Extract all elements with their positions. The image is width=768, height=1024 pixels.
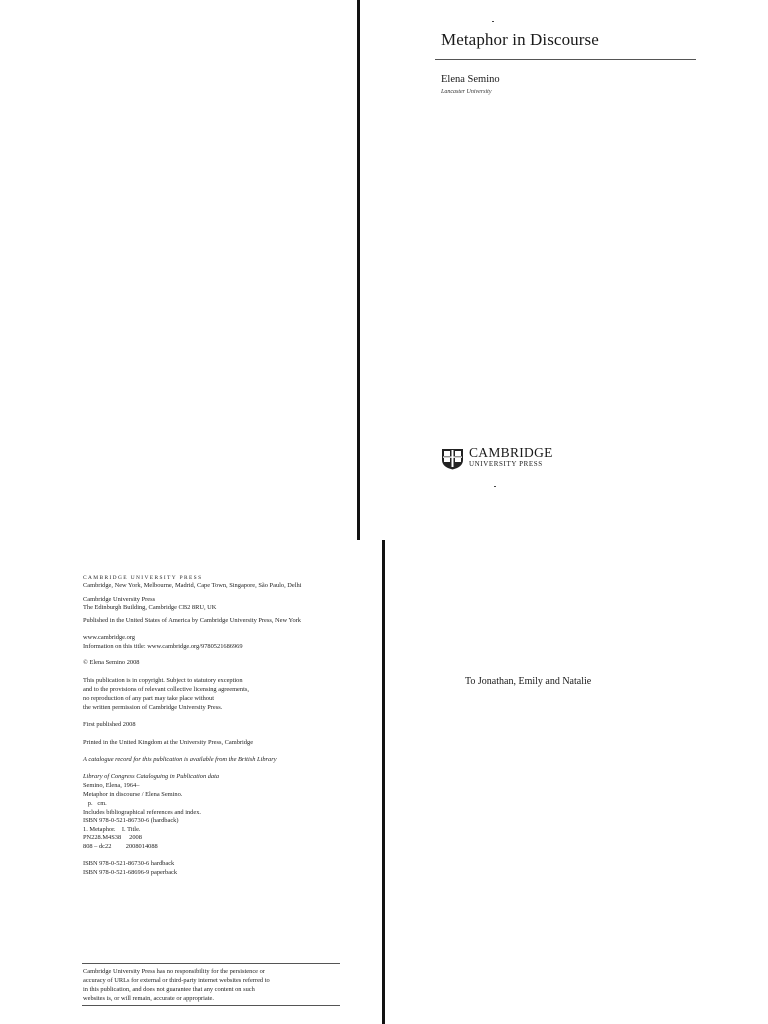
book-title: Metaphor in Discourse xyxy=(441,30,599,49)
title-rule xyxy=(435,59,696,60)
title-info: Information on this title: www.cambridge.org/9780521686969 xyxy=(83,643,243,650)
scan-speck xyxy=(492,21,494,22)
loc-header: Library of Congress Cataloguing in Publication data xyxy=(83,773,220,780)
loc-line: PN228.M4S38 2008 xyxy=(83,834,142,841)
first-published: First published 2008 xyxy=(83,721,136,728)
copyright-notice-line: no reproduction of any part may take place without xyxy=(83,695,214,702)
loc-line: p. cm. xyxy=(83,800,107,807)
page-gutter-bottom xyxy=(382,540,385,1024)
disclaimer-line: in this publication, and does not guarantee that any content on such xyxy=(83,986,255,993)
disclaimer-rule-bottom xyxy=(82,1005,340,1006)
loc-line: 808 – dc22 2008014088 xyxy=(83,843,158,850)
copyright-notice-line: This publication is in copyright. Subject to statutory exception xyxy=(83,677,243,684)
author-affiliation: Lancaster University xyxy=(441,89,492,95)
dedication: To Jonathan, Emily and Natalie xyxy=(465,676,592,687)
loc-line: ISBN 978-0-521-86730-6 (hardback) xyxy=(83,817,179,824)
press-name: Cambridge University Press xyxy=(83,596,156,603)
loc-line: Semino, Elena, 1964– xyxy=(83,782,140,789)
press-cities: Cambridge, New York, Melbourne, Madrid, Cape Town, Singapore, São Paulo, Delhi xyxy=(83,582,302,589)
copyright-notice-line: and to the provisions of relevant collective licensing agreements, xyxy=(83,686,249,693)
catalogue-record: A catalogue record for this publication is available from the British Library xyxy=(83,756,277,763)
copyright-line: © Elena Semino 2008 xyxy=(83,659,140,666)
loc-line: 1. Metaphor. I. Title. xyxy=(83,826,141,833)
disclaimer-line: Cambridge University Press has no responsibility for the persistence or xyxy=(83,968,265,975)
scan-speck xyxy=(494,486,496,487)
loc-line: Metaphor in discourse / Elena Semino. xyxy=(83,791,183,798)
copyright-notice-line: the written permission of Cambridge University Press. xyxy=(83,704,223,711)
press-header: CAMBRIDGE UNIVERSITY PRESS xyxy=(83,575,203,581)
disclaimer-line: accuracy of URLs for external or third-party internet websites referred to xyxy=(83,977,270,984)
publisher-name: CAMBRIDGE xyxy=(469,445,553,460)
press-website: www.cambridge.org xyxy=(83,634,135,641)
published-us: Published in the United States of America by Cambridge University Press, New York xyxy=(83,617,301,624)
author-name: Elena Semino xyxy=(441,74,500,85)
isbn-line: ISBN 978-0-521-86730-6 hardback xyxy=(83,860,175,867)
page-gutter-top xyxy=(357,0,360,540)
disclaimer-line: websites is, or will remain, accurate or appropriate. xyxy=(83,995,214,1002)
cambridge-shield-icon xyxy=(441,448,464,470)
press-address: The Edinburgh Building, Cambridge CB2 8RU, UK xyxy=(83,604,217,611)
disclaimer-rule xyxy=(82,963,340,964)
publisher-subtitle: UNIVERSITY PRESS xyxy=(469,460,543,468)
isbn-line: ISBN 978-0-521-68696-9 paperback xyxy=(83,869,178,876)
printed-in: Printed in the United Kingdom at the University Press, Cambridge xyxy=(83,739,254,746)
loc-line: Includes bibliographical references and index. xyxy=(83,809,201,816)
